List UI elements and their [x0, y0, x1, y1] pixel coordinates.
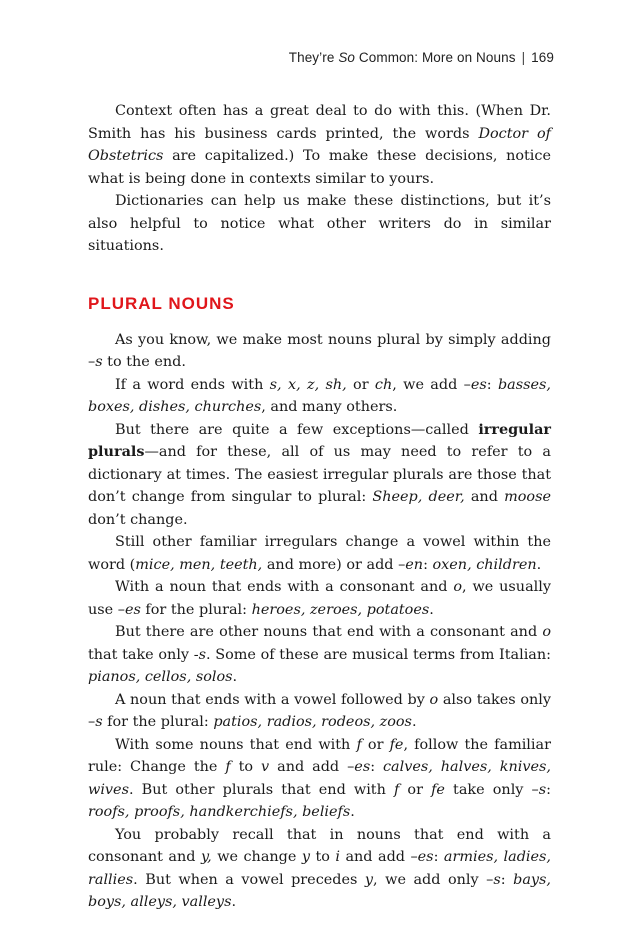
text-run: and	[464, 489, 505, 505]
italic-run: s	[95, 354, 103, 370]
paragraph	[88, 689, 551, 734]
italic-run: o	[429, 691, 439, 708]
italic-run: o	[453, 579, 463, 595]
italic-run: s	[198, 646, 206, 663]
text-run: .	[536, 556, 542, 573]
text-run: don’t change.	[88, 511, 188, 528]
text-run: , we usually use –	[88, 579, 551, 618]
italic-run: f	[356, 736, 362, 753]
page-number: 169	[531, 50, 554, 65]
text-run: , we add –	[392, 376, 471, 393]
italic-run: Doctor of Obstetrics	[88, 125, 551, 164]
italic-run: pianos, cellos, solos	[88, 669, 233, 685]
text-run: we change	[211, 849, 302, 865]
text-run: Context often has a great deal to do with this. (When Dr. Smith has his business cards printed, the words	[88, 103, 551, 142]
text-run: . But other plurals that end with	[128, 781, 394, 798]
text-run: to	[310, 849, 336, 865]
text-run: , follow the familiar rule: Change the	[88, 736, 551, 775]
text-run: Still other familiar irregulars change a vowel within the word (	[88, 534, 551, 573]
text-run: If a word ends with	[115, 376, 270, 393]
text-run: .	[429, 601, 434, 618]
section-heading: PLURAL NOUNS	[88, 293, 235, 313]
italic-run: o	[542, 624, 551, 640]
text-run: But there are other nouns that end with a consonant and	[115, 624, 543, 640]
italic-run: f	[225, 759, 231, 775]
text-run: , we add only –	[373, 871, 494, 888]
paragraph	[88, 100, 551, 190]
text-run: :	[546, 781, 551, 798]
italic-run: Sheep, deer,	[372, 489, 465, 505]
text-run: .	[350, 804, 355, 820]
text-run: A noun that ends with a vowel followed by	[115, 691, 430, 708]
text-run: . But when a vowel precedes	[133, 871, 365, 888]
text-run: :	[500, 871, 514, 888]
text-run: .	[411, 714, 417, 730]
text-run: But there are quite a few exceptions—called	[115, 421, 479, 438]
italic-run: es	[124, 601, 141, 618]
italic-run: s	[493, 871, 501, 888]
paragraph	[88, 576, 551, 621]
bold-term: irregular plurals	[88, 420, 551, 460]
text-run: or	[399, 781, 432, 798]
italic-run: armies, ladies, rallies	[88, 849, 551, 888]
paragraph	[88, 621, 551, 689]
running-head-title	[289, 50, 516, 65]
italic-run: moose	[504, 489, 551, 505]
paragraph	[88, 374, 551, 419]
paragraph	[88, 190, 551, 258]
text-run: :	[423, 556, 433, 573]
italic-run: y	[301, 849, 311, 865]
running-head-title-italic: So	[338, 50, 356, 65]
italic-run: es	[470, 376, 487, 393]
italic-run: mice, men, teeth,	[135, 556, 263, 573]
italic-run: fe	[431, 781, 445, 798]
running-head-title-start: They’re	[288, 50, 339, 65]
text-run: also takes only –	[88, 691, 551, 730]
text-run: for the plural:	[102, 714, 214, 730]
text-run: :	[370, 759, 383, 775]
italic-run: patios, radios, rodeos, zoos	[213, 714, 412, 730]
text-run: Dictionaries can help us make these distinctions, but it’s also helpful to notice what other writers do in similar situations.	[88, 193, 551, 254]
paragraph	[88, 531, 551, 576]
text-run: As you know, we make most nouns plural by simply adding –	[88, 331, 551, 370]
italic-run: heroes, zeroes, potatoes	[251, 601, 430, 618]
italic-run: f	[393, 781, 400, 798]
running-head-title-end: Common: More on Nouns	[355, 50, 516, 65]
text-run: With some nouns that end with	[115, 736, 357, 753]
paragraph	[88, 419, 551, 532]
italic-run: s	[538, 781, 547, 798]
text-run: are capitalized.) To make these decisions, notice what is being done in contexts similar to yours.	[88, 148, 551, 187]
italic-run: fe	[389, 736, 404, 753]
text-run: or	[361, 736, 390, 753]
italic-run: es	[417, 849, 434, 865]
running-head-separator: |	[521, 50, 526, 65]
paragraph	[88, 329, 551, 374]
text-run: for the plural:	[140, 601, 252, 618]
text-run: or	[346, 376, 375, 393]
italic-run: es	[354, 759, 371, 775]
italic-run: s	[95, 714, 103, 730]
italic-run: y,	[200, 849, 212, 865]
text-run: :	[433, 849, 444, 865]
text-run: .	[232, 669, 238, 685]
italic-run: oxen, children	[432, 556, 537, 573]
text-run: that take only -	[88, 646, 199, 663]
text-run: and add –	[269, 759, 355, 775]
running-head	[289, 50, 554, 65]
text-run: —and for these, all of us may need to refer to a dictionary at times. The easiest irregular plurals are those that don’t change from singular to plural:	[88, 444, 551, 505]
italic-run: bays, boys, alleys, valleys	[88, 871, 551, 910]
italic-run: y	[364, 871, 374, 888]
paragraph	[88, 734, 551, 824]
italic-run: roofs, proofs, handkerchiefs, beliefs	[88, 804, 351, 820]
text-run: take only –	[444, 781, 539, 798]
italic-run: ch	[374, 376, 393, 393]
text-run: to	[230, 759, 262, 775]
text-run: to the end.	[102, 354, 186, 370]
page-body	[88, 100, 551, 914]
text-run: You probably recall that in nouns that end with a consonant and	[88, 826, 551, 865]
text-run: and add –	[340, 849, 418, 865]
italic-run: v	[261, 759, 270, 775]
text-run: . Some of these are musical terms from Italian:	[206, 646, 552, 663]
text-run: and more) or add –	[262, 556, 406, 573]
paragraph	[88, 824, 551, 914]
italic-run: i	[335, 849, 340, 865]
text-run: .	[231, 894, 237, 910]
italic-run: calves, halves, knives, wives	[88, 759, 551, 798]
italic-run: s, x, z, sh,	[269, 376, 347, 393]
italic-run: en	[405, 556, 424, 573]
italic-run: basses, boxes, dishes, churches	[88, 376, 551, 415]
text-run: :	[486, 376, 498, 393]
text-run: With a noun that ends with a consonant and	[115, 579, 454, 595]
text-run: , and many others.	[261, 399, 398, 415]
